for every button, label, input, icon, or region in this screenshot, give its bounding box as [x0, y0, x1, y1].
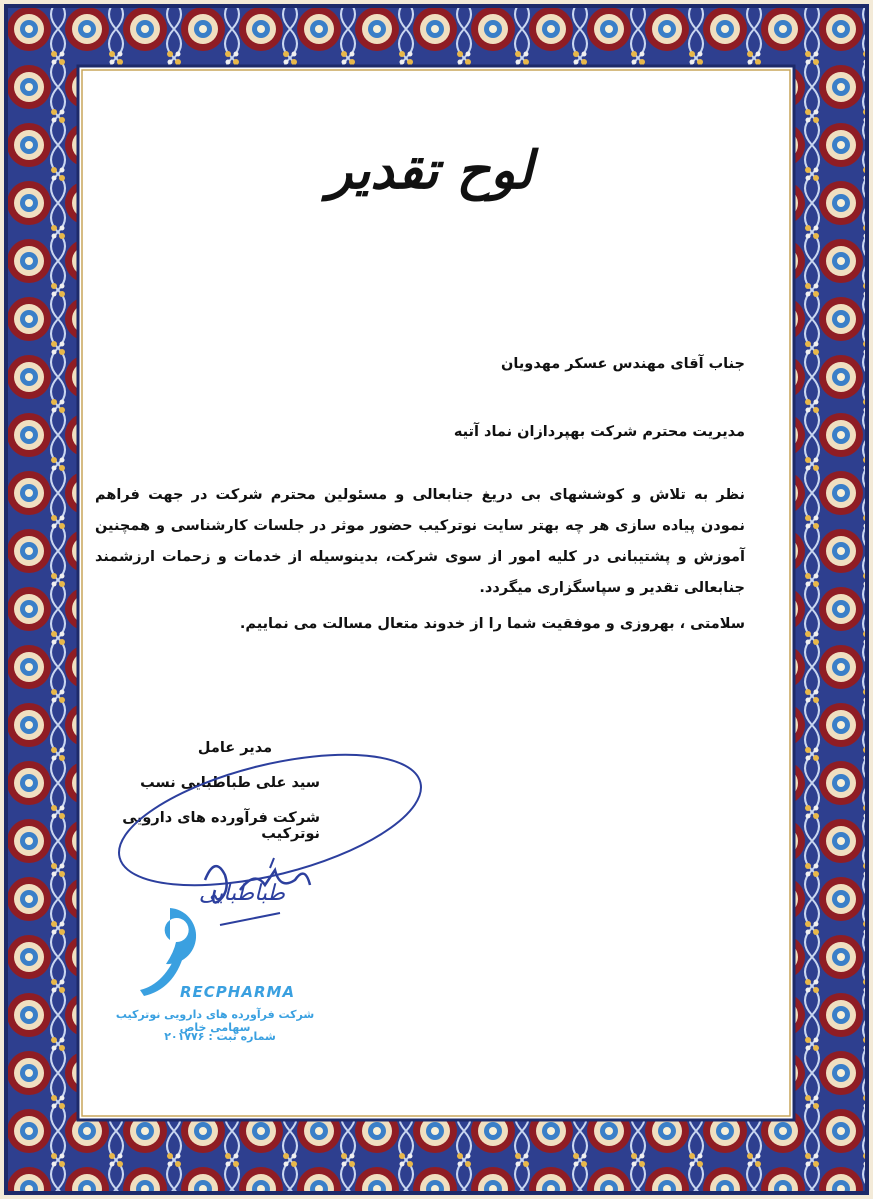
recipient-position: مدیریت محترم شرکت بهپردازان نماد آتیه: [453, 424, 745, 440]
stamp-company: شرکت فرآورده های دارویی نوترکیب سهامی خاص: [115, 1008, 315, 1034]
recipient-line: جناب آقای مهندس عسکر مهدویان: [501, 356, 745, 372]
signer-role: مدیر عامل: [197, 740, 273, 756]
certificate-title: لوح تقدیر: [327, 140, 533, 201]
closing-line: سلامتی ، بهروزی و موفقیت شما را از خدوند متعال مسالت می نماییم.: [239, 616, 745, 632]
signer-name: سید علی طباطبایی نسب: [140, 775, 320, 791]
signature-handwriting: طباطبایی: [198, 881, 285, 906]
signer-company: شرکت فرآورده های دارویی نوترکیب: [122, 810, 320, 842]
stamp-brand: RECPHARMA: [180, 983, 296, 1001]
appreciation-body: نظر به تلاش و کوششهای بی دریغ جنابعالی و مسئولین محترم شرکت در جهت فراهم نمودن پیاده سازی هر چه بهتر سایت نوترکیب حضور موثر در جلسات کارشناسی و همچنین آموزش و پشتیبانی در کلیه امور از سوی شرکت، بدینوسیله از خدمات و زحمات ارزشمند جنابعالی تقدیر و سپاسگزاری میگردد.: [95, 487, 745, 596]
stamp-registration: شماره ثبت : ۲۰۱۷۷۶: [164, 1030, 276, 1043]
